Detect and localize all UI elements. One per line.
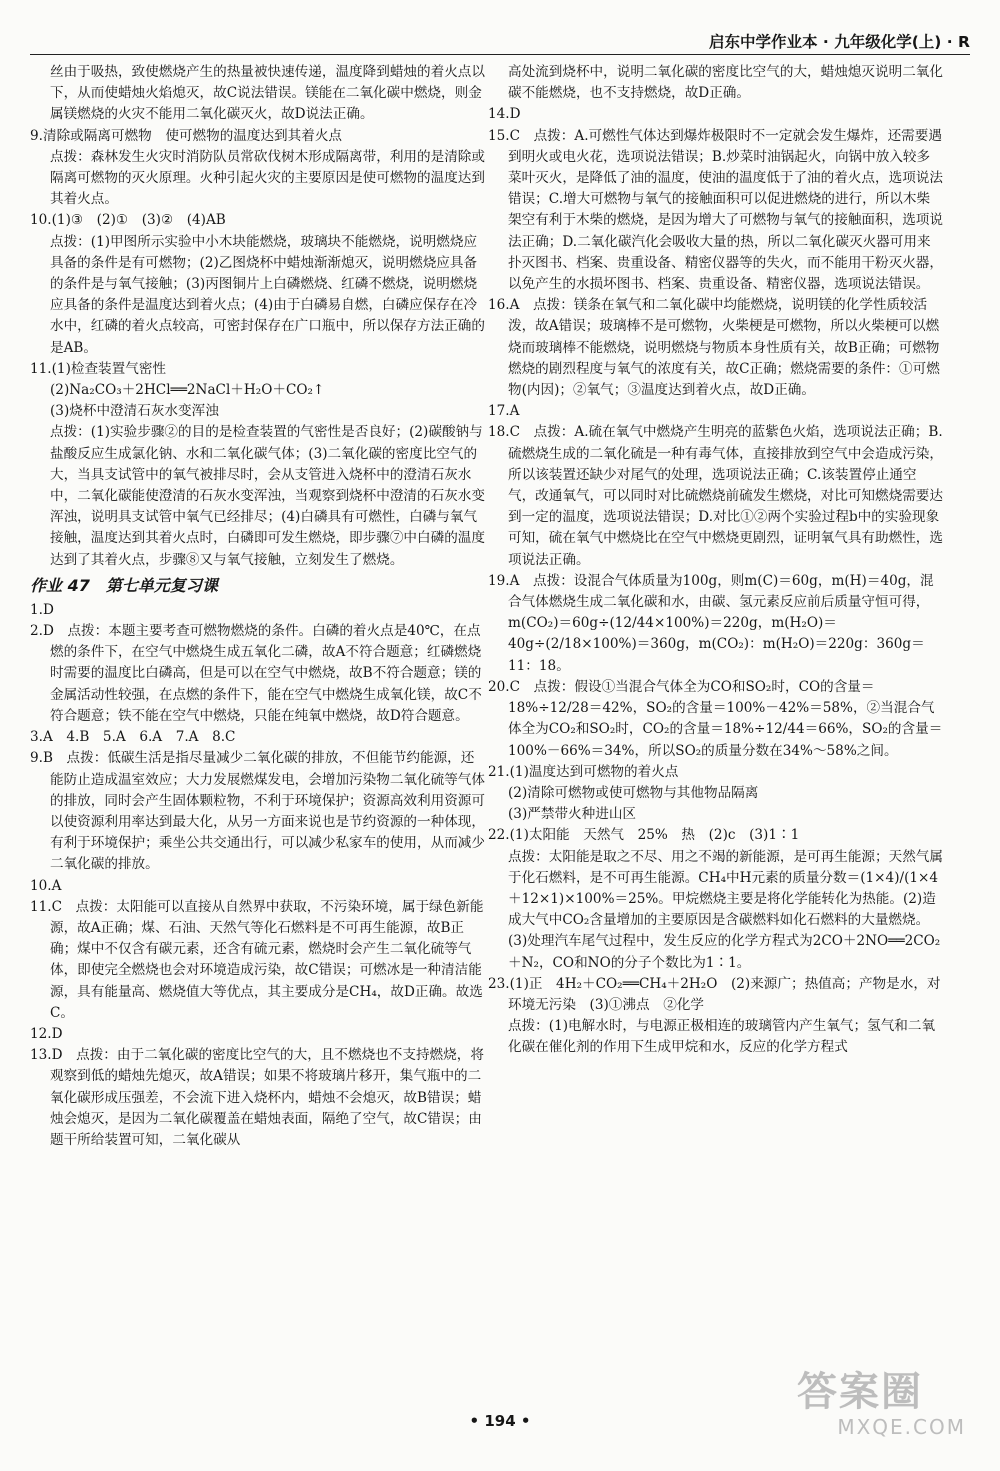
answer-paragraph: 点拨：森林发生火灾时消防队员常砍伐树木形成隔离带，利用的是清除或隔离可燃物的灭火原理。火种引起火灾的主要原因是使可燃物的温度达到其着火点。	[50, 148, 485, 208]
answer-paragraph: 9.B 点拨：低碳生活是指尽量减少二氧化碳的排放，不但能节约能源，还能防止造成温室效应；大力发展燃煤发电，会增加污染物二氧化硫等气体的排放，同时会产生固体颗粒物，不利于环境保护；资源高效利用资源可以使资源利用率达到最大化，从另一方面来说也是节约资源的一种体现，有利于环境保护；乘坐公共交通出行，可以减少私家车的使用，从而减少二氧化碳的排放。	[30, 750, 485, 873]
answer-paragraph: 13.D 点拨：由于二氧化碳的密度比空气的大，且不燃烧也不支持燃烧，将观察到低的蜡烛先熄灭，故A错误；如果不将玻璃片移开，集气瓶中的二氧化碳形成压强差，不会流下进入烧杯内，蜡烛不会熄灭，故B错误；蜡烛会熄灭，是因为二氧化碳覆盖在蜡烛表面，隔绝了空气，故C错误；由题干所给装置可知，二氧化碳从	[30, 1047, 484, 1148]
answer-paragraph: 14.D	[488, 106, 521, 123]
answer-paragraph: 22.(1)太阳能 天然气 25% 热 (2)c (3)1∶1	[488, 827, 800, 844]
answer-paragraph: 点拨：(1)电解水时，与电源正极相连的玻璃管内产生氧气；氢气和二氧化碳在催化剂的作用下生成甲烷和水，反应的化学方程式	[508, 1018, 936, 1056]
right-column	[488, 62, 943, 1059]
watermark-site: MXQE.COM	[837, 1415, 966, 1439]
answer-paragraph: 1.D	[30, 601, 54, 618]
section-title: 作业 47 第七单元复习课	[30, 575, 218, 595]
answer-paragraph: 20.C 点拨：假设①当混合气体全为CO和SO₂时，CO的含量＝18%÷12/28＝42%，SO₂的含量＝100%－42%＝58%，②当混合气体全为CO₂和SO₂时，CO₂的含量＝18%÷12/44＝66%，SO₂的含量＝100%－66%＝34%，所以SO₂的质量分数在34%～58%之间。	[488, 678, 943, 759]
watermark-title: 答案圈	[797, 1369, 923, 1415]
answer-paragraph: 17.A	[488, 403, 520, 420]
answer-paragraph: (2)Na₂CO₃＋2HCl══2NaCl＋H₂O＋CO₂↑	[50, 382, 325, 399]
page-number: • 194 •	[469, 1412, 531, 1430]
answer-paragraph: 高处流到烧杯中，说明二氧化碳的密度比空气的大，蜡烛熄灭说明二氧化碳不能燃烧，也不支持燃烧，故D正确。	[508, 64, 943, 102]
answer-paragraph: 10.(1)③ (2)① (3)② (4)AB	[30, 212, 226, 229]
answer-paragraph: 丝由于吸热，致使燃烧产生的热量被快速传递，温度降到蜡烛的着火点以下，从而使蜡烛火焰熄灭，故C说法错误。镁能在二氧化碳中燃烧，则金属镁燃烧的火灾不能用二氧化碳灭火，故D说法正确。	[50, 64, 485, 123]
answer-paragraph: 23.(1)正 4H₂＋CO₂══CH₄＋2H₂O (2)来源广；热值高；产物是水，对环境无污染 (3)①沸点 ②化学	[488, 975, 941, 1013]
header-rule	[30, 54, 970, 55]
answer-paragraph: 18.C 点拨：A.硫在氧气中燃烧产生明亮的蓝紫色火焰，选项说法正确；B.硫燃烧生成的二氧化硫是一种有毒气体，直接排放到空气中会造成污染，所以该装置还缺少对尾气的处理，选项说法正确；C.该装置停止通空气，改通氧气，可以同时对比硫燃烧前硫发生燃烧，对比可知燃烧需要达到一定的温度，选项说法错误；D.对比①②两个实验过程b中的实验现象可知，硫在氧气中燃烧比在空气中燃烧更剧烈，证明氧气具有助燃性，选项说法正确。	[488, 424, 943, 568]
running-header: 启东中学作业本 · 九年级化学(上) · R	[709, 33, 970, 51]
answer-paragraph: 2.D 点拨：本题主要考查可燃物燃烧的条件。白磷的着火点是40℃，在点燃的条件下，在空气中燃烧生成五氧化二磷，故A不符合题意；红磷燃烧时需要的温度比白磷高，但是可以在空气中燃烧，故B不符合题意；镁的金属活动性较强，在点燃的条件下，能在空气中燃烧生成氧化镁，故C不符合题意；铁不能在空气中燃烧，只能在纯氧中燃烧，故D符合题意。	[30, 623, 482, 724]
answer-paragraph: 点拨：(1)甲图所示实验中小木块能燃烧，玻璃块不能燃烧，说明燃烧应具备的条件是有可燃物；(2)乙图烧杯中蜡烛渐渐熄灭，说明燃烧应具备的条件是与氧气接触；(3)丙图铜片上白磷燃烧、红磷不燃烧，说明燃烧应具备的条件是温度达到着火点；(4)由于白磷易自燃，白磷应保存在冷水中，红磷的着火点较高，可密封保存在广口瓶中，所以保存方法正确的是AB。	[50, 233, 485, 356]
watermark-logo	[797, 1369, 972, 1449]
answer-paragraph: (2)清除可燃物或使可燃物与其他物品隔离	[508, 784, 759, 801]
answer-paragraph: 15.C 点拨：A.可燃性气体达到爆炸极限时不一定就会发生爆炸，还需要遇到明火或电火花，选项说法错误；B.炒菜时油锅起火，向锅中放入较多菜叶灭火，是降低了油的温度，使油的温度低于了油的着火点，选项说法错误；C.增大可燃物与氧气的接触面积可以促进燃烧的进行，所以木柴架空有利于木柴的燃烧，是因为增大了可燃物与氧气的接触面积，选项说法正确；D.二氧化碳汽化会吸收大量的热，所以二氧化碳灭火器可用来扑灭图书、档案、贵重设备、精密仪器等的失火，而不能用干粉灭火器，以免产生的水损坏图书、档案、贵重设备、精密仪器，选项说法错误。	[488, 127, 943, 293]
answer-paragraph: 9.清除或隔离可燃物 使可燃物的温度达到其着火点	[30, 127, 343, 144]
answer-paragraph: 21.(1)温度达到可燃物的着火点	[488, 763, 679, 780]
answer-paragraph: 10.A	[30, 877, 62, 894]
answer-paragraph: 3.A 4.B 5.A 6.A 7.A 8.C	[30, 729, 236, 746]
answer-paragraph: 19.A 点拨：设混合气体质量为100g，则m(C)＝60g，m(H)＝40g，混合气体燃烧生成二氧化碳和水，由碳、氢元素反应前后质量守恒可得，m(CO₂)＝60g÷(12/44×100%)＝220g，m(H₂O)＝40g÷(2/18×100%)＝360g，m(CO₂)：m(H₂O)＝220g：360g＝11：18。	[488, 572, 934, 674]
answer-paragraph: (3)烧杯中澄清石灰水变浑浊	[50, 403, 219, 420]
answer-paragraph: 12.D	[30, 1025, 63, 1042]
answer-paragraph: (3)严禁带火种进山区	[508, 806, 637, 823]
answer-paragraph: 点拨：(1)实验步骤②的目的是检查装置的气密性是否良好；(2)碳酸钠与盐酸反应生成氯化钠、水和二氧化碳气体；(3)二氧化碳的密度比空气的大，当具支试管中的氧气被排尽时，会从支管进入烧杯中的澄清石灰水中，二氧化碳能使澄清的石灰水变浑浊，当观察到烧杯中澄清的石灰水变浑浊，说明具支试管中氧气已经排尽；(4)白磷具有可燃性，白磷与氧气接触，温度达到其着火点时，白磷即可发生燃烧，即步骤⑦中白磷的温度达到了其着火点，步骤⑧又与氧气接触，立刻发生了燃烧。	[50, 424, 485, 568]
answer-paragraph: 点拨：太阳能是取之不尽、用之不竭的新能源，是可再生能源；天然气属于化石燃料，是不可再生能源。CH₄中H元素的质量分数＝(1×4)/(1×4＋12×1)×100%＝25%。甲烷燃烧主要是将化学能转化为热能。(2)造成大气中CO₂含量增加的主要原因是含碳燃料如化石燃料的大量燃烧。(3)处理汽车尾气过程中，发生反应的化学方程式为2CO＋2NO══2CO₂＋N₂，CO和NO的分子个数比为1∶1。	[508, 848, 943, 971]
answer-paragraph: 16.A 点拨：镁条在氧气和二氧化碳中均能燃烧，说明镁的化学性质较活泼，故A错误；玻璃棒不是可燃物，火柴梗是可燃物，所以火柴梗可以燃烧而玻璃棒不能燃烧，说明燃烧与物质本身性质有关，故B正确；可燃物燃烧的剧烈程度与氧气的浓度有关，故C正确；燃烧需要的条件：①可燃物(内因)；②氧气；③温度达到着火点，故D正确。	[488, 297, 940, 399]
answer-paragraph: 11.(1)检查装置气密性	[30, 360, 167, 377]
left-column	[30, 62, 485, 1151]
answer-paragraph: 11.C 点拨：太阳能可以直接从自然界中获取，不污染环境，属于绿色新能源，故A正确；煤、石油、天然气等化石燃料是不可再生能源，故B正确；煤中不仅含有碳元素，还含有硫元素，燃烧时会产生二氧化硫等气体，即使完全燃烧也会对环境造成污染，故C错误；可燃冰是一种清洁能源，具有能量高、燃烧值大等优点，其主要成分是CH₄，故D正确。故选C。	[30, 898, 484, 1021]
